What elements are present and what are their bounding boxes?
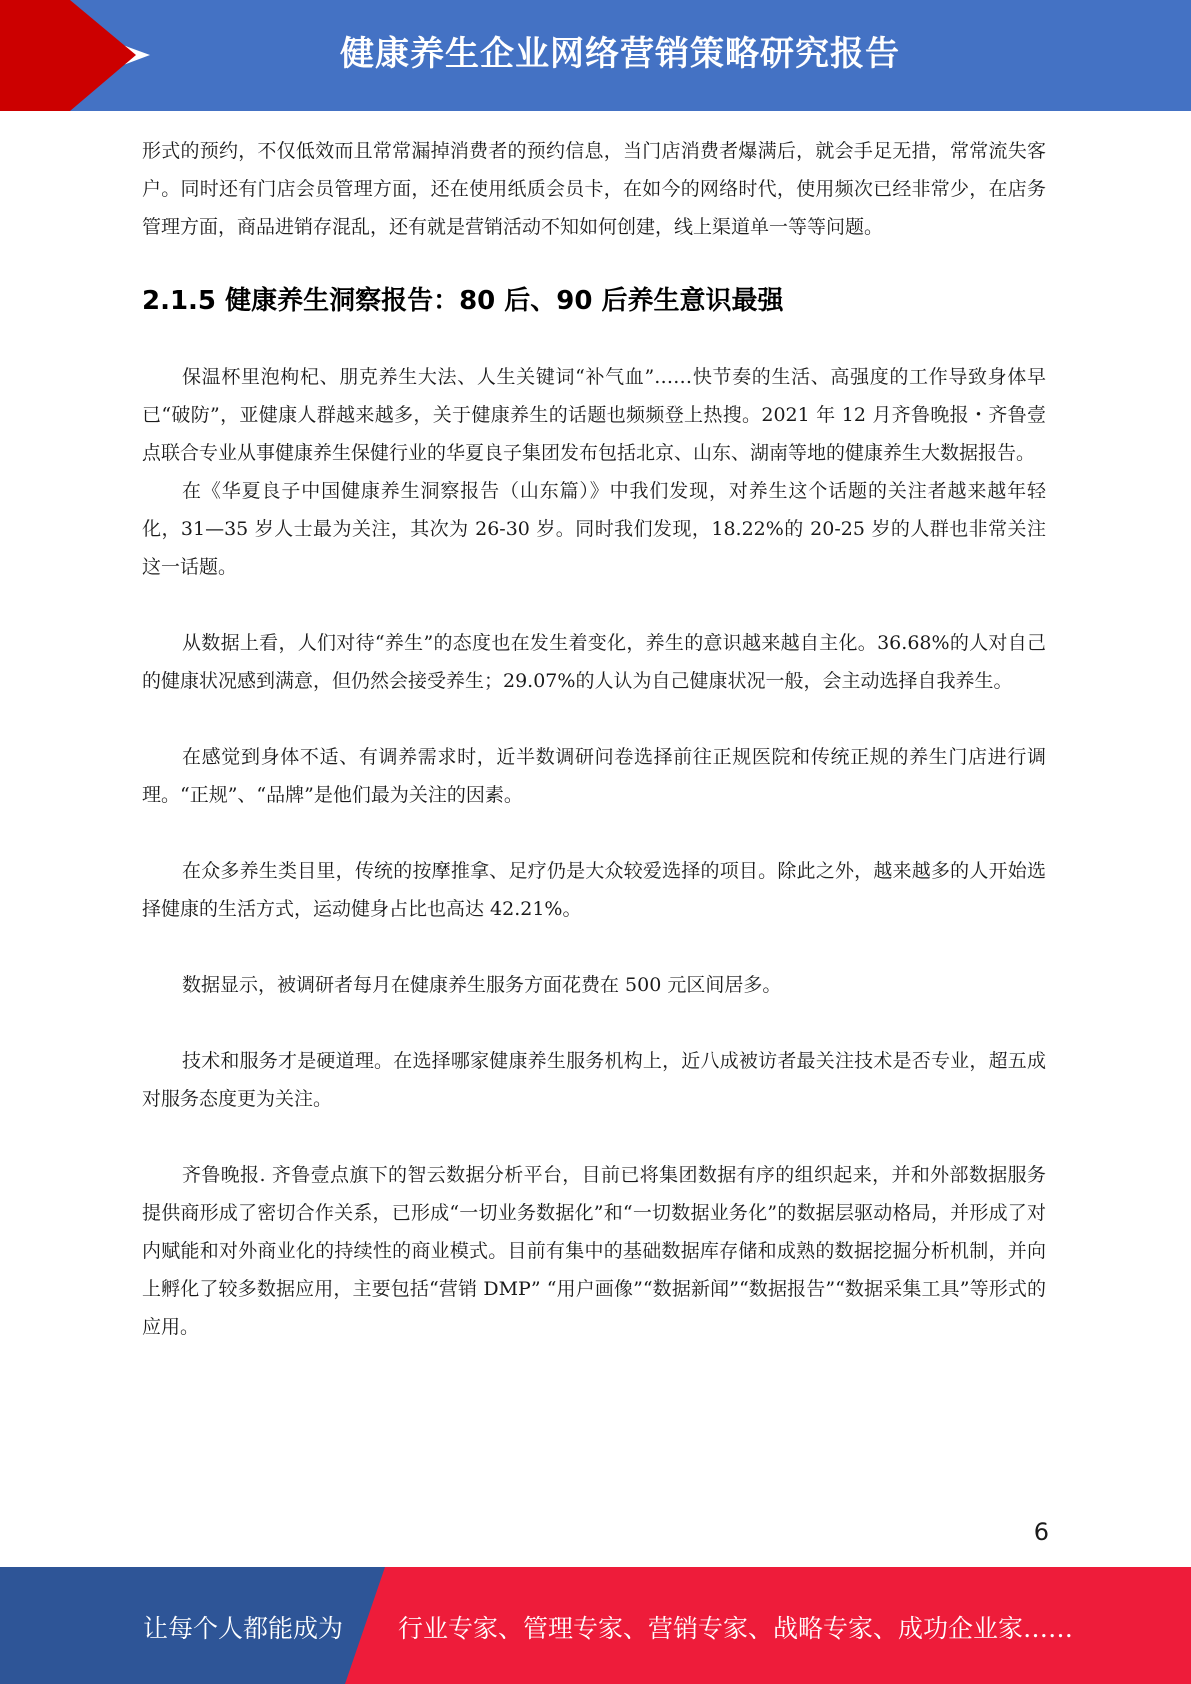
paragraph-intro: 形式的预约，不仅低效而且常常漏掉消费者的预约信息，当门店消费者爆满后，就会手足无措，常常流失客户。同时还有门店会员管理方面，还在使用纸质会员卡，在如今的网络时代，使用频次已经非常少，在店务管理方面，商品进销存混乱，还有就是营销活动不知如何创建，线上渠道单一等等问题。	[142, 140, 1046, 238]
document-body	[142, 132, 1046, 1346]
header-red-block	[0, 0, 70, 111]
paragraph-7: 技术和服务才是硬道理。在选择哪家健康养生服务机构上，近八成被访者最关注技术是否专业，超五成对服务态度更为关注。	[142, 1050, 1046, 1110]
section-heading: 2.1.5 健康养生洞察报告：80 后、90 后养生意识最强	[142, 286, 784, 316]
footer-slogan-right: 行业专家、管理专家、营销专家、战略专家、成功企业家……	[398, 1614, 1074, 1643]
page-footer	[0, 1567, 1191, 1684]
page-header	[0, 0, 1191, 111]
header-title: 健康养生企业网络营销策略研究报告	[340, 34, 900, 74]
paragraph-2: 在《华夏良子中国健康养生洞察报告（山东篇）》中我们发现，对养生这个话题的关注者越来越年轻化，31—35 岁人士最为关注，其次为 26-30 岁。同时我们发现，18.22%的 20-25 岁的人群也非常关注这一话题。	[142, 480, 1046, 578]
paragraph-4: 在感觉到身体不适、有调养需求时，近半数调研问卷选择前往正规医院和传统正规的养生门店进行调理。“正规”、“品牌”是他们最为关注的因素。	[142, 746, 1046, 806]
paragraph-3: 从数据上看，人们对待“养生”的态度也在发生着变化，养生的意识越来越自主化。36.68%的人对自己的健康状况感到满意，但仍然会接受养生；29.07%的人认为自己健康状况一般，会主动选择自我养生。	[142, 632, 1046, 692]
footer-slogan-left: 让每个人都能成为	[143, 1614, 344, 1643]
paragraph-5: 在众多养生类目里，传统的按摩推拿、足疗仍是大众较爱选择的项目。除此之外，越来越多的人开始选择健康的生活方式，运动健身占比也高达 42.21%。	[142, 860, 1046, 920]
paragraph-8: 齐鲁晚报. 齐鲁壹点旗下的智云数据分析平台，目前已将集团数据有序的组织起来，并和外部数据服务提供商形成了密切合作关系，已形成“一切业务数据化”和“一切数据业务化”的数据层驱动格局，并形成了对内赋能和对外商业化的持续性的商业模式。目前有集中的基础数据库存储和成熟的数据挖掘分析机制，并向上孵化了较多数据应用，主要包括“营销 DMP” “用户画像”“数据新闻”“数据报告”“数据采集工具”等形式的应用。	[142, 1164, 1046, 1338]
header-arrow-icon	[70, 0, 136, 111]
page-number: 6	[1033, 1518, 1049, 1546]
paragraph-6: 数据显示，被调研者每月在健康养生服务方面花费在 500 元区间居多。	[182, 974, 782, 996]
paragraph-1: 保温杯里泡枸杞、朋克养生大法、人生关键词“补气血”……快节奏的生活、高强度的工作导致身体早已“破防”，亚健康人群越来越多，关于健康养生的话题也频频登上热搜。2021 年 12 月齐鲁晚报・齐鲁壹点联合专业从事健康养生保健行业的华夏良子集团发布包括北京、山东、湖南等地的健康养生大数据报告。	[142, 366, 1046, 464]
